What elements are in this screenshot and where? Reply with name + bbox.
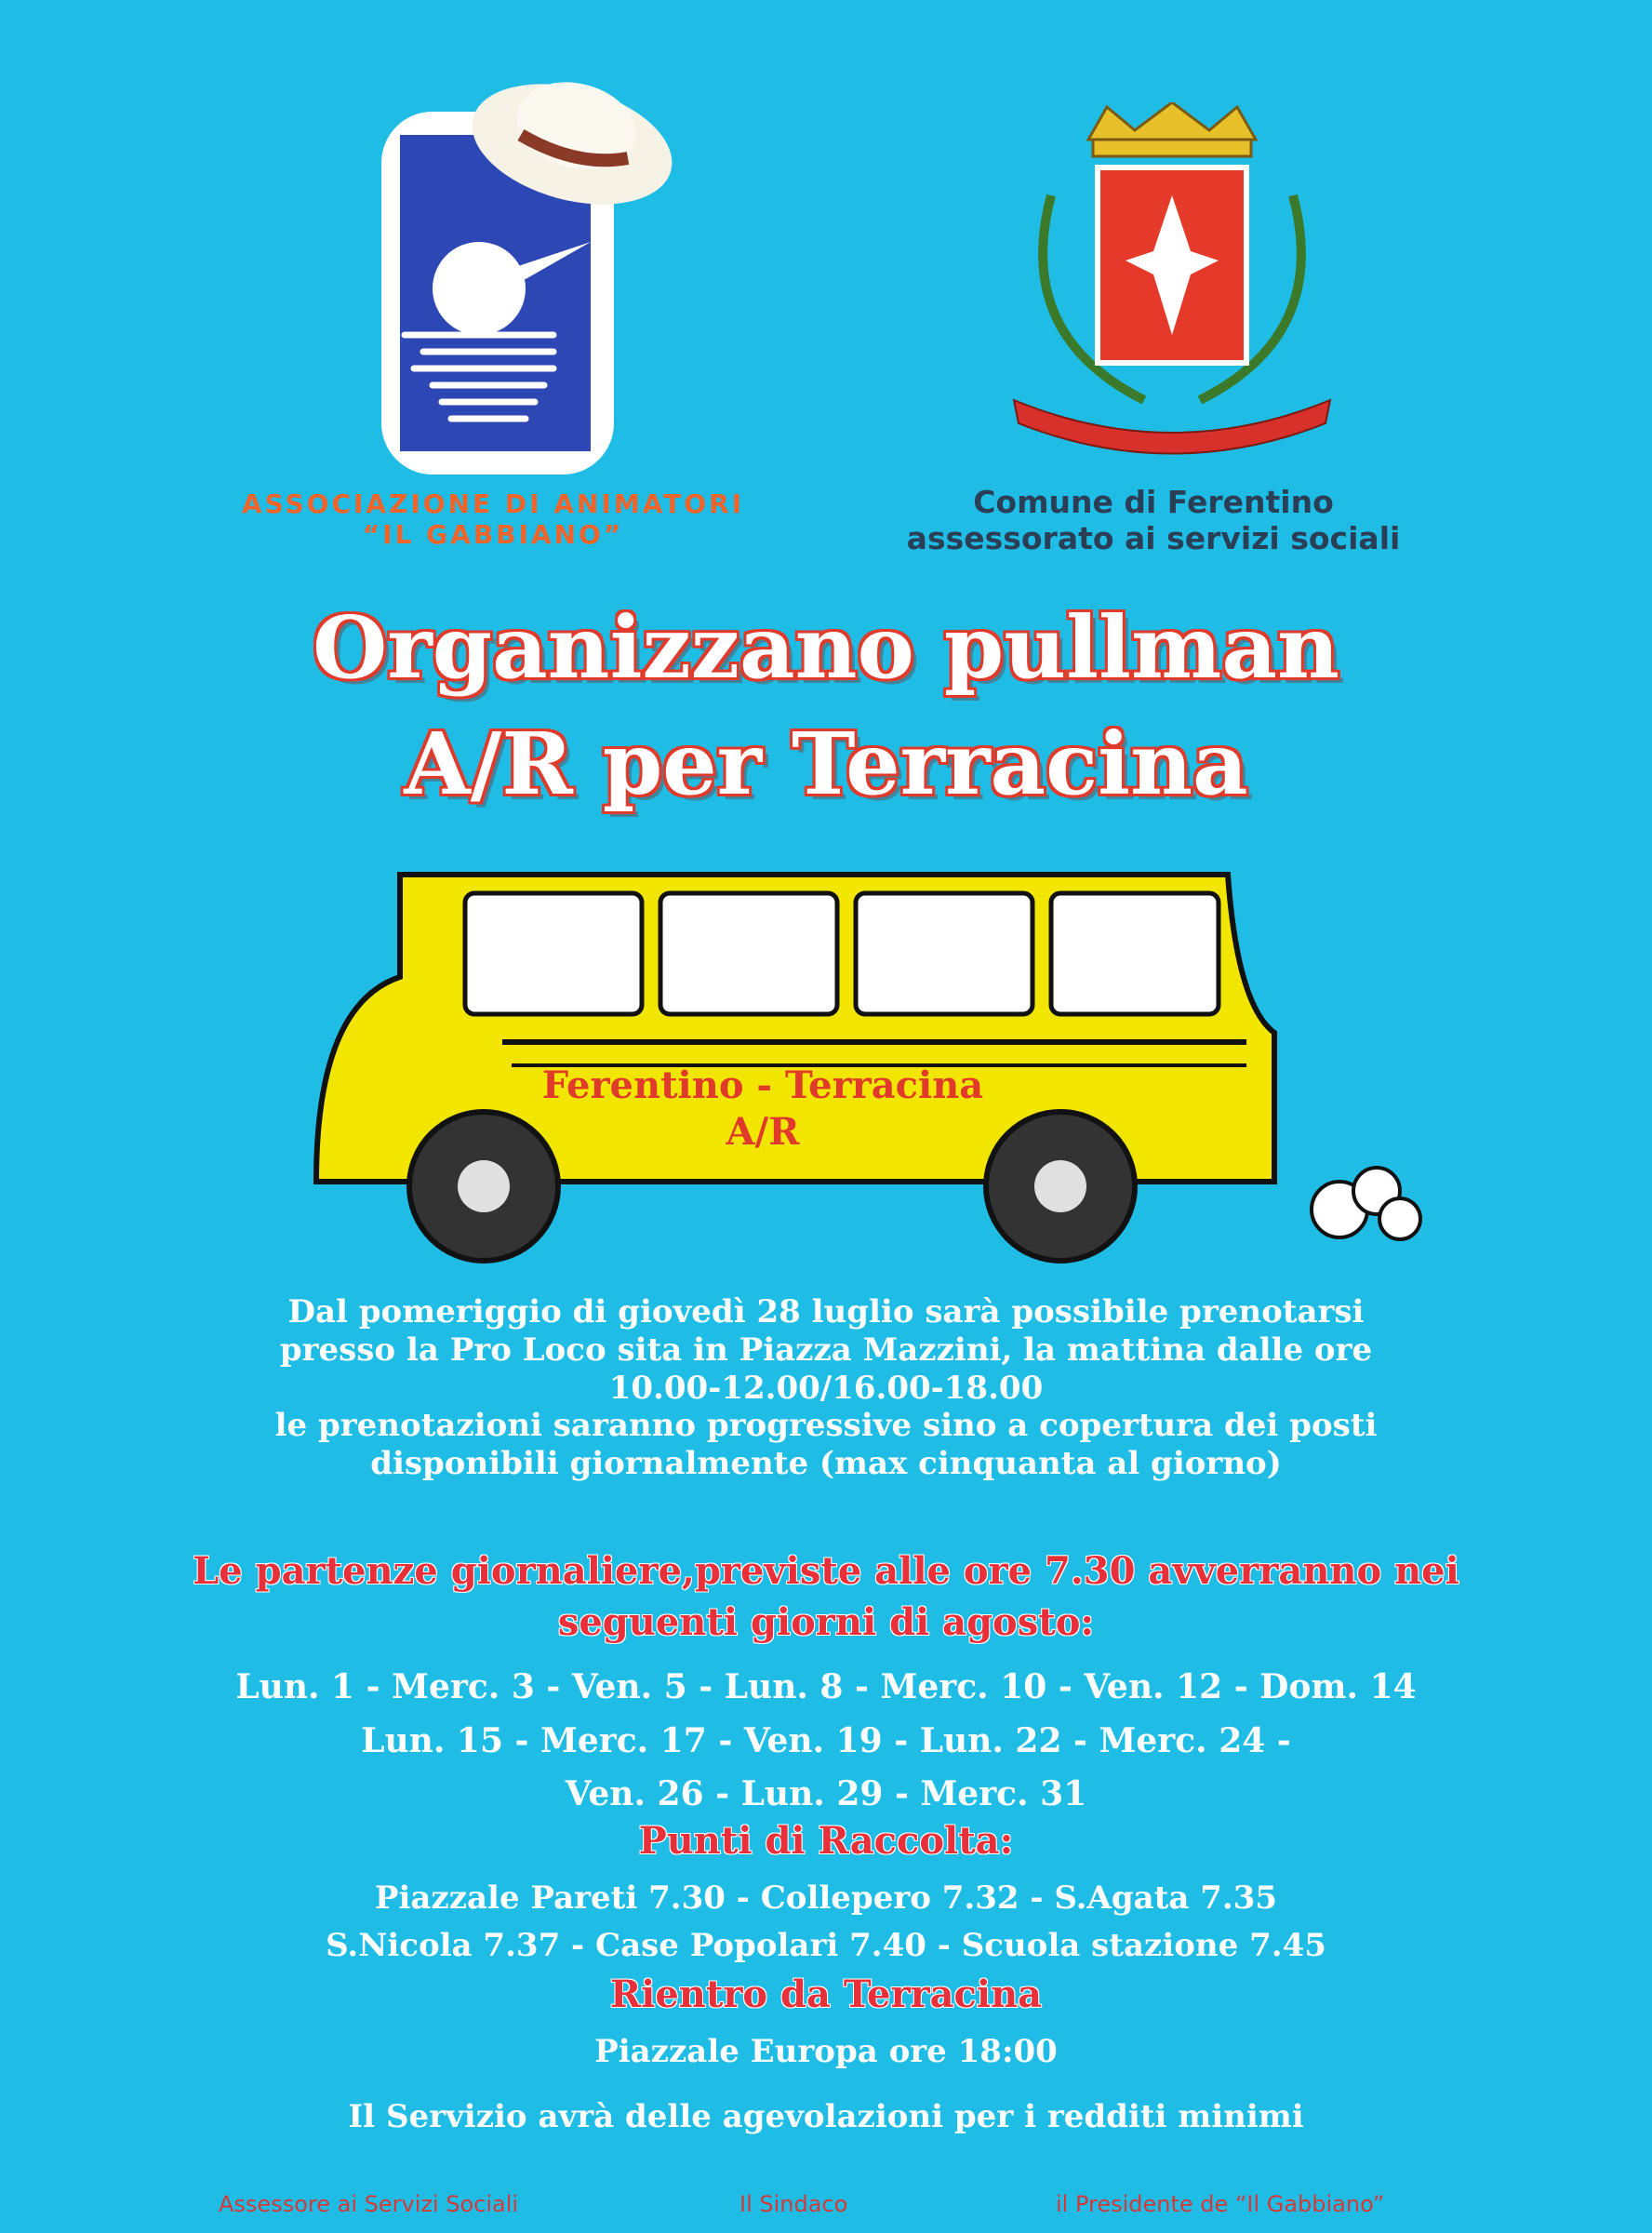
comune-line1: Comune di Ferentino	[973, 484, 1334, 520]
pickup-line: Piazzale Pareti 7.30 - Collepero 7.32 - S.Agata 7.35	[374, 1879, 1278, 1917]
bus-label-line1: Ferentino - Terracina	[541, 1063, 984, 1107]
pickup-list	[0, 1875, 1652, 1970]
comune-name	[819, 484, 1488, 556]
return-line: Piazzale Europa ore 18:00	[594, 2033, 1058, 2070]
info-line: 10.00-12.00/16.00-18.00	[608, 1369, 1044, 1407]
footer-presidente: il Presidente de “Il Gabbiano”	[1056, 2191, 1385, 2217]
headline-line1: Organizzano pullman	[313, 597, 1339, 698]
info-line: presso la Pro Loco sita in Piazza Mazzini, la mattina dalle ore	[279, 1330, 1373, 1369]
comune-crest	[1005, 102, 1339, 475]
comune-line2: assessorato ai servizi sociali	[906, 520, 1401, 556]
info-line: le prenotazioni saranno progressive sino a copertura dei posti	[274, 1407, 1378, 1445]
departures-line2: seguenti giorni di agosto:	[557, 1600, 1095, 1644]
footer-assessore: Assessore ai Servizi Sociali	[219, 2191, 519, 2217]
association-name	[205, 488, 781, 550]
return-heading: Rientro da Terracina	[609, 1972, 1043, 2016]
dates-list	[0, 1661, 1652, 1822]
headline-line2: A/R per Terracina	[404, 714, 1248, 814]
pickup-line: S.Nicola 7.37 - Case Popolari 7.40 - Scuola stazione 7.45	[326, 1927, 1326, 1964]
footer-sindaco: Il Sindaco	[739, 2191, 848, 2217]
info-line: Dal pomeriggio di giovedì 28 luglio sarà possibile prenotarsi	[287, 1293, 1365, 1330]
dates-line: Lun. 1 - Merc. 3 - Ven. 5 - Lun. 8 - Merc. 10 - Ven. 12 - Dom. 14	[235, 1667, 1417, 1706]
association-line1: ASSOCIAZIONE DI ANIMATORI	[241, 488, 745, 519]
bus-illustration	[298, 819, 1442, 1275]
booking-info	[0, 1293, 1652, 1483]
gabbiano-logo	[377, 56, 684, 484]
pickup-heading: Punti di Raccolta:	[638, 1819, 1014, 1863]
info-line: disponibili giornalmente (max cinquanta al giorno)	[370, 1445, 1282, 1483]
departures-line1: Le partenze giornaliere,previste alle ore 7.30 avverranno nei	[193, 1549, 1459, 1593]
dates-line: Lun. 15 - Merc. 17 - Ven. 19 - Lun. 22 - Merc. 24 -	[361, 1720, 1291, 1760]
dates-line: Ven. 26 - Lun. 29 - Merc. 31	[565, 1774, 1087, 1814]
discount-line: Il Servizio avrà delle agevolazioni per i redditi minimi	[348, 2098, 1304, 2135]
association-line2: “IL GABBIANO”	[362, 519, 624, 550]
bus-label-line2: A/R	[726, 1110, 800, 1154]
